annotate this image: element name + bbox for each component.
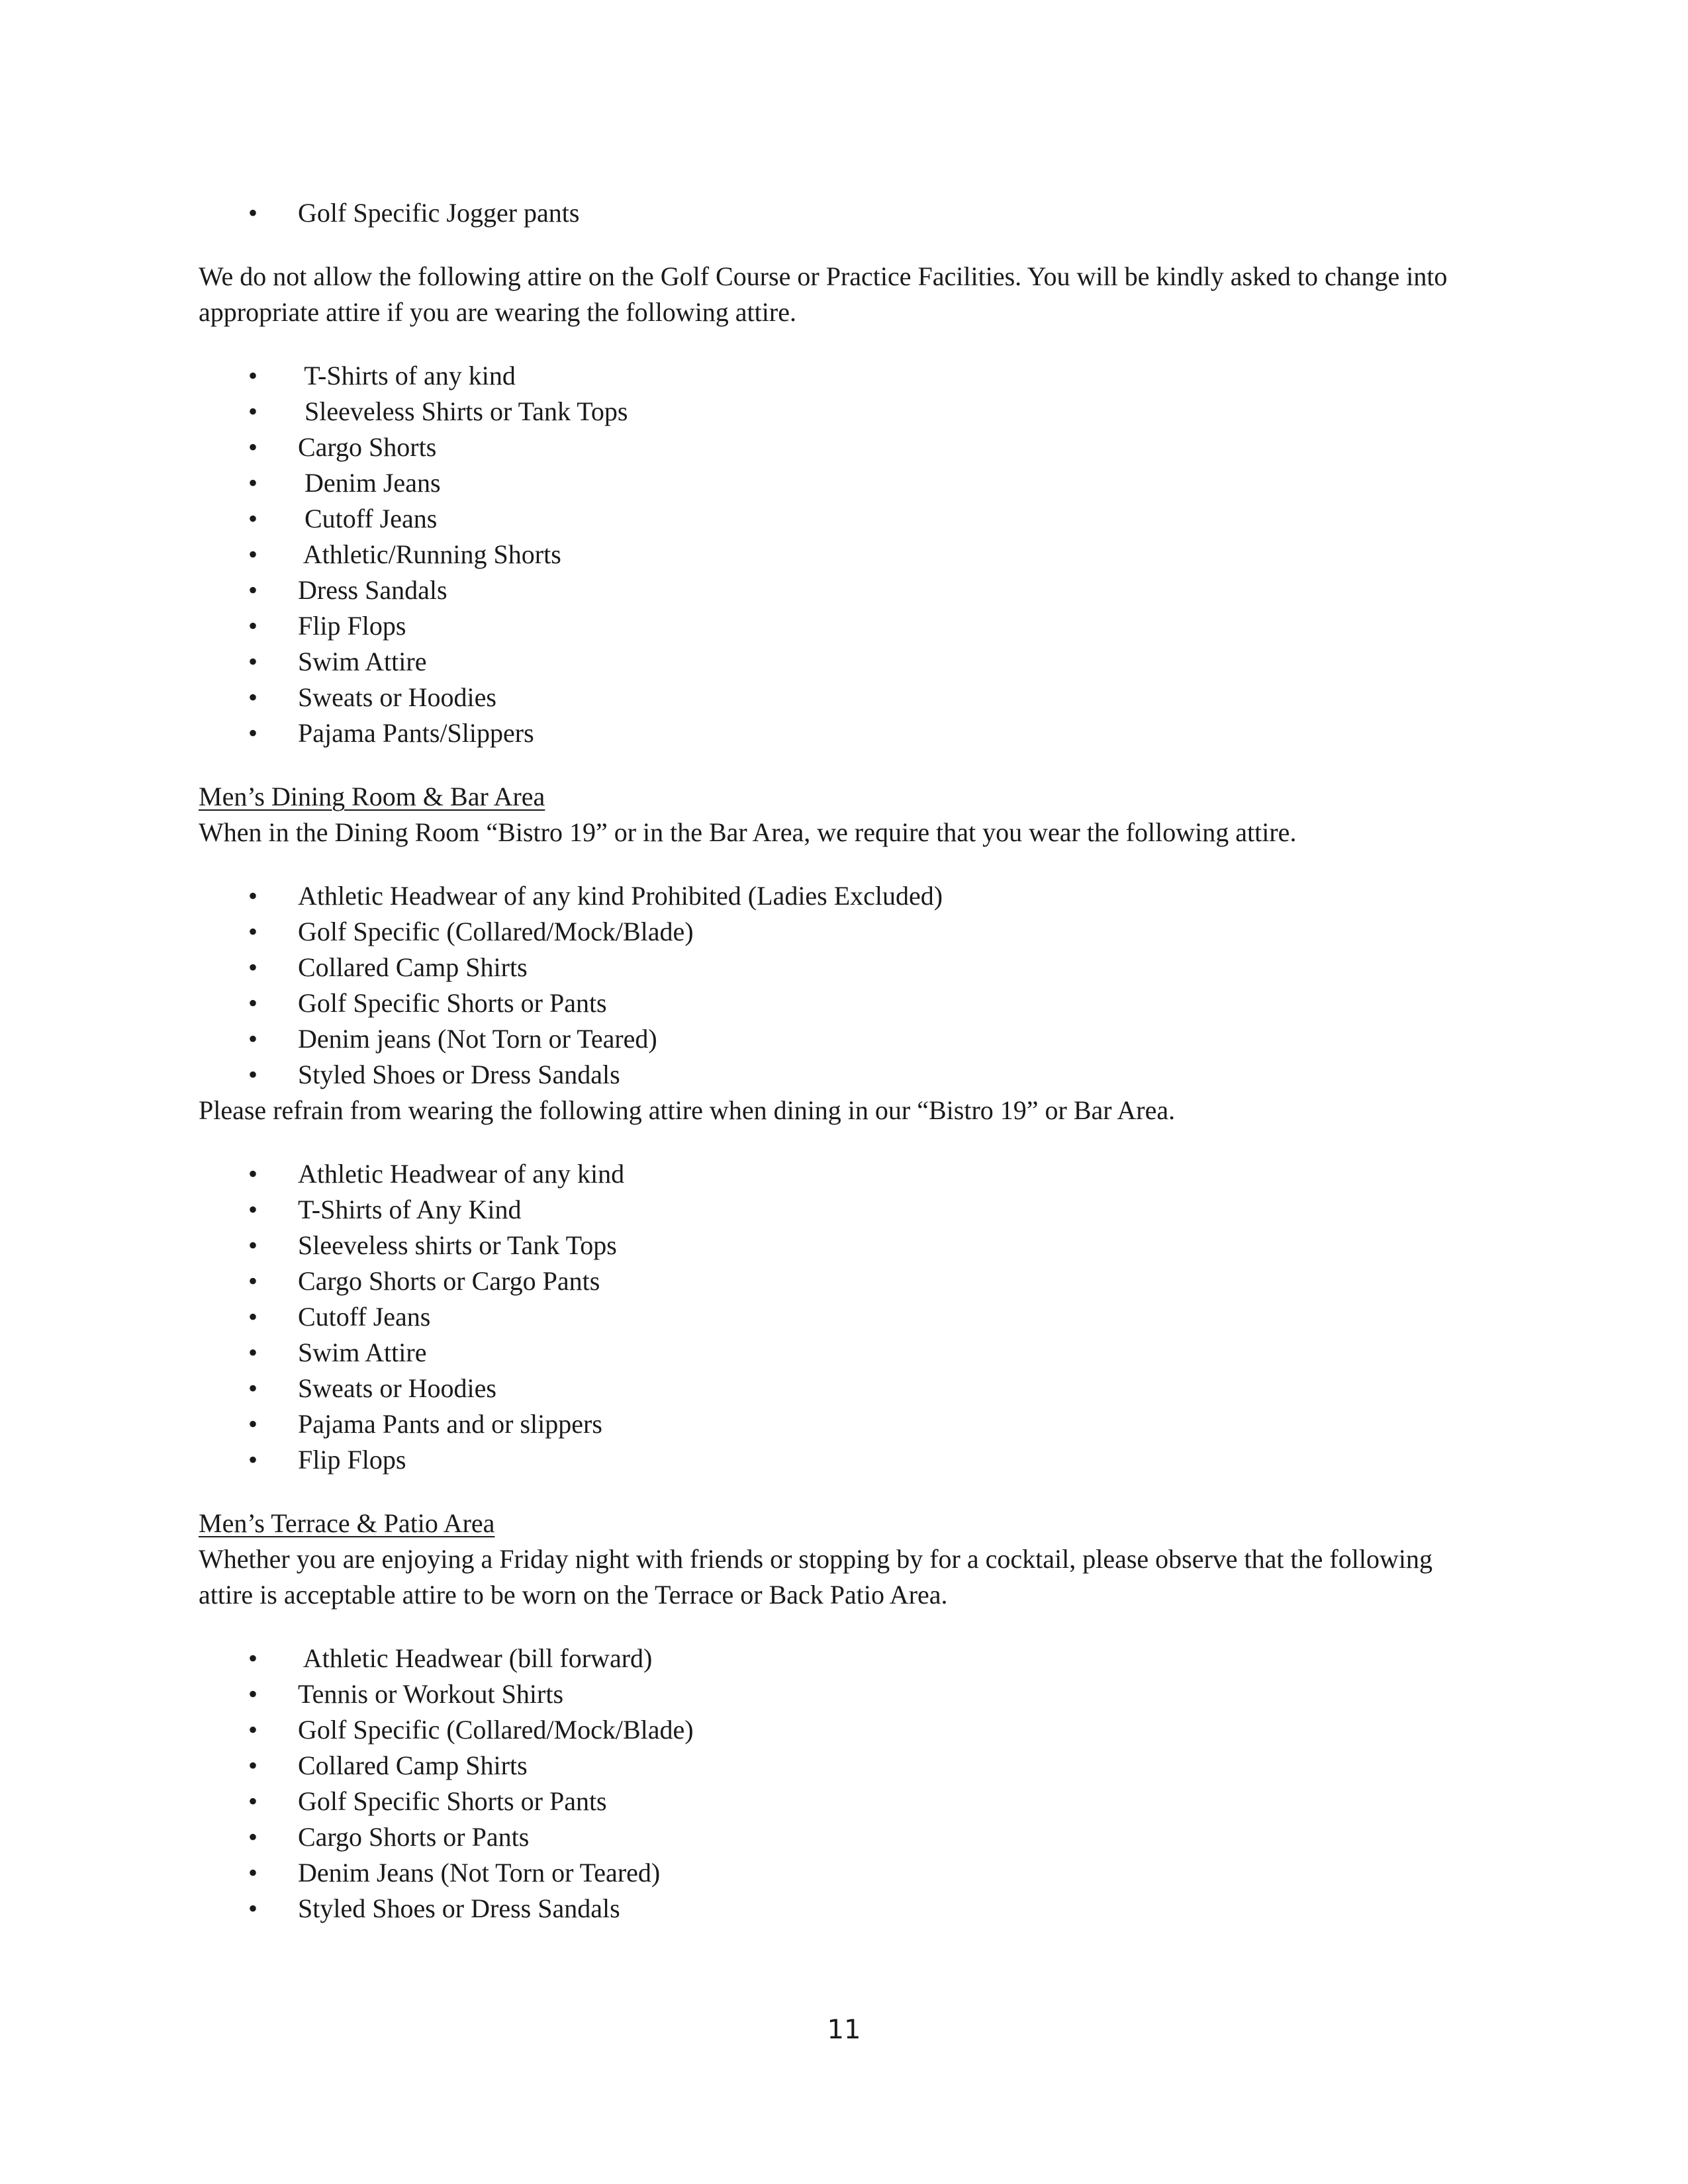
list-item: • Sleeveless Shirts or Tank Tops — [199, 394, 1489, 430]
list-item: • Golf Specific (Collared/Mock/Blade) — [199, 1712, 1489, 1748]
list-item: • Sleeveless shirts or Tank Tops — [199, 1228, 1489, 1263]
list-item: • Swim Attire — [199, 644, 1489, 680]
list-item: • Tennis or Workout Shirts — [199, 1676, 1489, 1712]
list-item: • Cutoff Jeans — [199, 1299, 1489, 1335]
top-list — [199, 195, 1489, 231]
list-item: • Dress Sandals — [199, 572, 1489, 608]
list-item: • Pajama Pants/Slippers — [199, 715, 1489, 751]
course-prohibited-intro: We do not allow the following attire on the Golf Course or Practice Facilities. You will be kindly asked to change into appropriate attire if you are wearing the following attire. — [199, 261, 1448, 327]
page-number: 11 — [827, 2015, 861, 2045]
dining-refrain-list — [199, 1156, 1489, 1478]
list-item: • Athletic Headwear (bill forward) — [199, 1641, 1489, 1676]
list-item: • Cargo Shorts — [199, 430, 1489, 465]
list-item: • Athletic/Running Shorts — [199, 537, 1489, 572]
list-item: • T-Shirts of any kind — [199, 358, 1489, 394]
list-item: • Swim Attire — [199, 1335, 1489, 1371]
list-item: • Collared Camp Shirts — [199, 950, 1489, 985]
list-item: • Collared Camp Shirts — [199, 1748, 1489, 1784]
list-item: • Styled Shoes or Dress Sandals — [199, 1057, 1489, 1093]
list-item: • Flip Flops — [199, 608, 1489, 644]
list-item: • Cargo Shorts or Cargo Pants — [199, 1263, 1489, 1299]
dining-required-list — [199, 878, 1489, 1093]
list-item: • Athletic Headwear of any kind Prohibited (Ladies Excluded) — [199, 878, 1489, 914]
list-item: • Cargo Shorts or Pants — [199, 1819, 1489, 1855]
page-content — [199, 195, 1489, 1927]
dining-intro: When in the Dining Room “Bistro 19” or in the Bar Area, we require that you wear the following attire. — [199, 817, 1297, 847]
list-item: • Denim Jeans — [199, 465, 1489, 501]
dining-heading: Men’s Dining Room & Bar Area — [199, 782, 545, 811]
list-item: • Styled Shoes or Dress Sandals — [199, 1891, 1489, 1927]
list-item: • Flip Flops — [199, 1442, 1489, 1478]
list-item: • Pajama Pants and or slippers — [199, 1406, 1489, 1442]
list-item: • Sweats or Hoodies — [199, 680, 1489, 715]
list-item: • Golf Specific Shorts or Pants — [199, 985, 1489, 1021]
list-item: • Golf Specific Shorts or Pants — [199, 1784, 1489, 1819]
list-item: • Golf Specific (Collared/Mock/Blade) — [199, 914, 1489, 950]
list-item: • Denim Jeans (Not Torn or Teared) — [199, 1855, 1489, 1891]
dining-refrain-intro: Please refrain from wearing the following attire when dining in our “Bistro 19” or Bar Area. — [199, 1095, 1176, 1125]
list-item: • Golf Specific Jogger pants — [199, 195, 1489, 231]
list-item: • T-Shirts of Any Kind — [199, 1192, 1489, 1228]
terrace-intro: Whether you are enjoying a Friday night with friends or stopping by for a cocktail, please observe that the following attire is acceptable attire to be worn on the Terrace or Back Patio Area. — [199, 1544, 1432, 1610]
terrace-acceptable-list — [199, 1641, 1489, 1927]
list-item: • Sweats or Hoodies — [199, 1371, 1489, 1406]
course-prohibited-list — [199, 358, 1489, 751]
list-item: • Denim jeans (Not Torn or Teared) — [199, 1021, 1489, 1057]
list-item: • Cutoff Jeans — [199, 501, 1489, 537]
list-item: • Athletic Headwear of any kind — [199, 1156, 1489, 1192]
terrace-heading: Men’s Terrace & Patio Area — [199, 1508, 495, 1538]
